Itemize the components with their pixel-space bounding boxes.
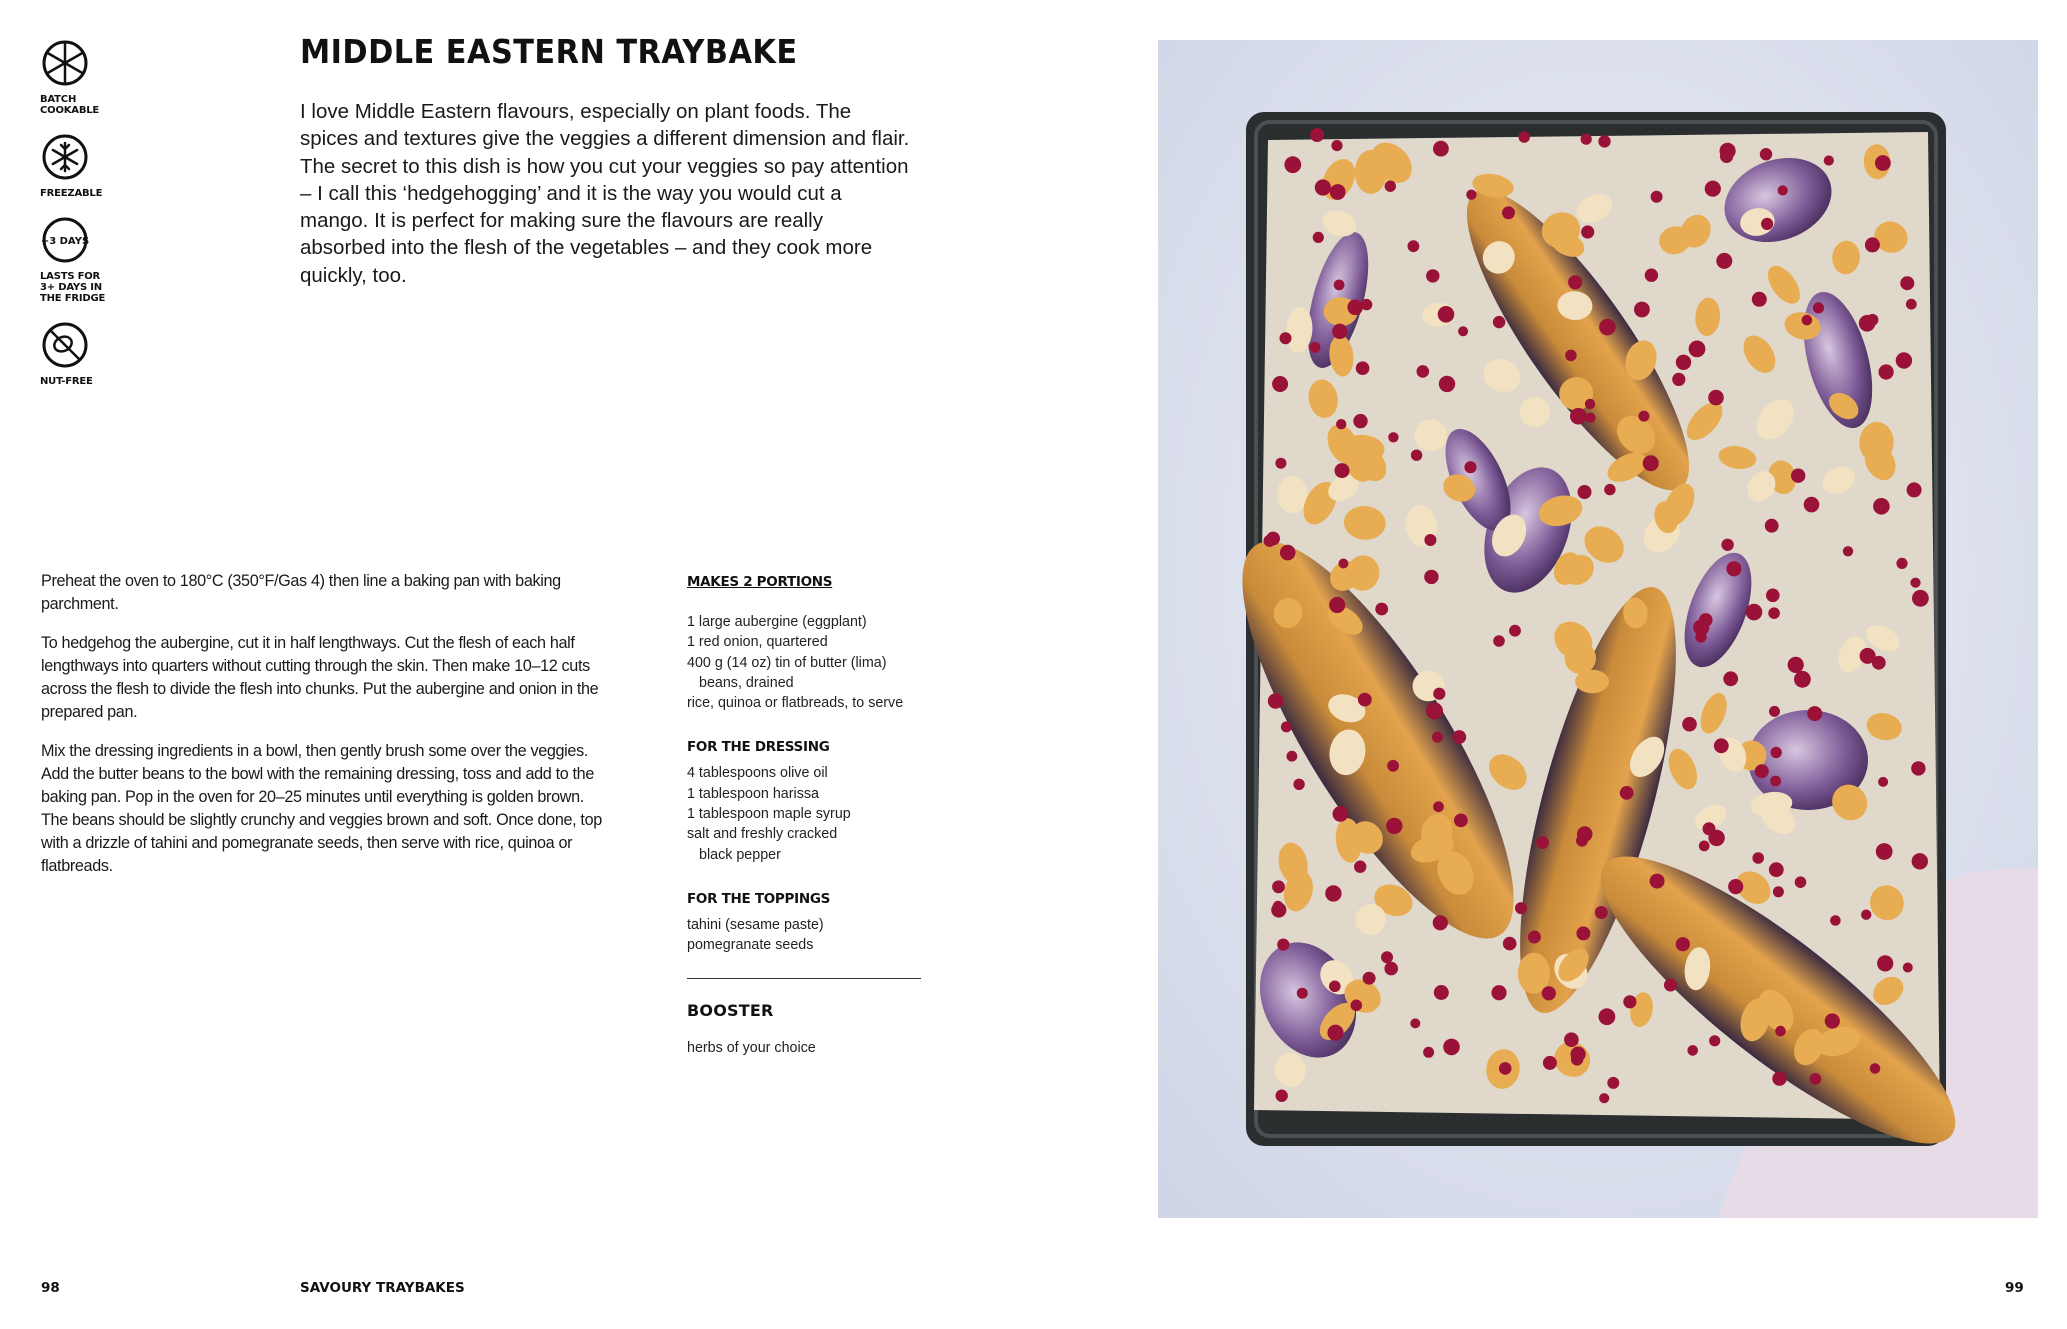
pomegranate-seed bbox=[1313, 232, 1324, 243]
diet-label: NUT-FREE bbox=[40, 376, 93, 387]
portions-heading: MAKES 2 PORTIONS bbox=[687, 574, 833, 590]
pomegranate-seed bbox=[1912, 590, 1929, 607]
topping-item: tahini (sesame paste) bbox=[687, 916, 824, 933]
pomegranate-seed bbox=[1353, 414, 1367, 428]
pomegranate-seed bbox=[1331, 140, 1342, 151]
pomegranate-seed bbox=[1464, 461, 1476, 473]
pomegranate-seed bbox=[1280, 545, 1296, 561]
diet-label: FREEZABLE bbox=[40, 188, 103, 199]
ingredient-item: rice, quinoa or flatbreads, to serve bbox=[687, 695, 904, 712]
pomegranate-seed bbox=[1752, 852, 1764, 864]
pomegranate-seed bbox=[1714, 738, 1729, 753]
pomegranate-seed bbox=[1433, 688, 1445, 700]
pomegranate-seed bbox=[1411, 450, 1422, 461]
pomegranate-seed bbox=[1375, 603, 1388, 616]
pomegranate-seed bbox=[1598, 135, 1610, 147]
pomegranate-seed bbox=[1358, 693, 1372, 707]
pomegranate-seed bbox=[1332, 324, 1347, 339]
pomegranate-seed bbox=[1638, 411, 1649, 422]
dressing-item: salt and freshly cracked bbox=[687, 826, 838, 843]
pomegranate-seed bbox=[1502, 206, 1515, 219]
pomegranate-seed bbox=[1676, 937, 1690, 951]
pomegranate-seed bbox=[1825, 1013, 1840, 1028]
pomegranate-seed bbox=[1699, 841, 1710, 852]
pomegranate-seed bbox=[1576, 926, 1590, 940]
pomegranate-seed bbox=[1599, 1008, 1616, 1025]
pomegranate-seed bbox=[1438, 306, 1455, 323]
pomegranate-seed bbox=[1721, 539, 1733, 551]
pomegranate-seed bbox=[1599, 1093, 1609, 1103]
pomegranate-seed bbox=[1439, 376, 1455, 392]
pomegranate-seed bbox=[1708, 390, 1724, 406]
pomegranate-seed bbox=[1564, 1032, 1579, 1047]
dressing-item: 1 tablespoon maple syrup bbox=[687, 806, 851, 823]
pomegranate-seed bbox=[1330, 184, 1346, 200]
pomegranate-seed bbox=[1778, 185, 1788, 195]
pomegranate-seed bbox=[1809, 1073, 1821, 1085]
pomegranate-seed bbox=[1755, 764, 1769, 778]
ingredient-item: 400 g (14 oz) tin of butter (lima) bbox=[687, 654, 887, 671]
pomegranate-seed bbox=[1284, 156, 1301, 173]
pomegranate-seed bbox=[1824, 155, 1834, 165]
pomegranate-seed bbox=[1802, 315, 1813, 326]
pomegranate-seed bbox=[1760, 148, 1772, 160]
pomegranate-seed bbox=[1385, 181, 1396, 192]
pomegranate-seed bbox=[1426, 269, 1439, 282]
pomegranate-seed bbox=[1434, 985, 1449, 1000]
pomegranate-seed bbox=[1705, 181, 1721, 197]
dietary-icons bbox=[40, 38, 130, 403]
pomegranate-seed bbox=[1726, 561, 1741, 576]
pomegranate-seed bbox=[1709, 1035, 1720, 1046]
diet-label: LASTS FOR 3+ DAYS IN THE FRIDGE bbox=[40, 271, 106, 304]
pomegranate-seed bbox=[1381, 951, 1393, 963]
pomegranate-seed bbox=[1568, 275, 1582, 289]
pomegranate-seed bbox=[1433, 141, 1449, 157]
pomegranate-seed bbox=[1813, 302, 1824, 313]
pomegranate-seed bbox=[1281, 721, 1292, 732]
pomegranate-seed bbox=[1571, 1053, 1583, 1065]
pomegranate-seed bbox=[1645, 269, 1658, 282]
pomegranate-seed bbox=[1634, 302, 1650, 318]
pomegranate-seed bbox=[1768, 607, 1780, 619]
pomegranate-seed bbox=[1543, 1056, 1557, 1070]
pomegranate-seed bbox=[1830, 915, 1841, 926]
pomegranate-seed bbox=[1876, 843, 1893, 860]
pomegranate-seed bbox=[1264, 535, 1276, 547]
pomegranate-seed bbox=[1804, 497, 1820, 513]
pomegranate-seed bbox=[1275, 458, 1286, 469]
pomegranate-seed bbox=[1272, 880, 1285, 893]
pomegranate-seed bbox=[1875, 155, 1891, 171]
pomegranate-seed bbox=[1542, 986, 1556, 1000]
pie-icon bbox=[40, 38, 90, 88]
pomegranate-seed bbox=[1866, 314, 1878, 326]
pomegranate-seed bbox=[1272, 376, 1288, 392]
ingredient-list bbox=[687, 612, 927, 713]
pomegranate-seed bbox=[1509, 625, 1521, 637]
pomegranate-seed bbox=[1746, 604, 1763, 621]
pomegranate-seed bbox=[1388, 432, 1398, 442]
pomegranate-seed bbox=[1491, 985, 1506, 1000]
dressing-continuation: black pepper bbox=[699, 846, 781, 863]
pomegranate-seed bbox=[1771, 747, 1782, 758]
pomegranate-seed bbox=[1861, 910, 1871, 920]
pomegranate-seed bbox=[1361, 299, 1372, 310]
section-title: SAVOURY TRAYBAKES bbox=[300, 1280, 465, 1296]
pomegranate-seed bbox=[1433, 915, 1448, 930]
right-page-number: 99 bbox=[2005, 1280, 2024, 1296]
plus-three-days-icon-text: +3 DAYS bbox=[40, 236, 90, 247]
diet-nut-free bbox=[40, 320, 130, 387]
pomegranate-seed bbox=[1672, 373, 1685, 386]
pomegranate-seed bbox=[1873, 498, 1890, 515]
pomegranate-seed bbox=[1607, 1077, 1619, 1089]
pomegranate-seed bbox=[1424, 534, 1436, 546]
pomegranate-seed bbox=[1297, 988, 1308, 999]
dressing-item: 4 tablespoons olive oil bbox=[687, 765, 828, 782]
pomegranate-seed bbox=[1585, 413, 1595, 423]
pomegranate-seed bbox=[1499, 1062, 1512, 1075]
pomegranate-seed bbox=[1565, 350, 1577, 362]
pomegranate-seed bbox=[1581, 134, 1592, 145]
butter-bean bbox=[1414, 419, 1447, 451]
pomegranate-seed bbox=[1896, 352, 1912, 368]
divider bbox=[687, 978, 921, 979]
pomegranate-seed bbox=[1338, 559, 1348, 569]
pomegranate-seed bbox=[1791, 469, 1805, 483]
pomegranate-seed bbox=[1911, 761, 1925, 775]
ingredient-item: 1 red onion, quartered bbox=[687, 634, 828, 651]
pomegranate-seed bbox=[1424, 570, 1438, 584]
pomegranate-seed bbox=[1682, 717, 1697, 732]
booster-heading: BOOSTER bbox=[687, 1000, 774, 1020]
pomegranate-seed bbox=[1900, 276, 1914, 290]
pomegranate-seed bbox=[1912, 853, 1928, 869]
pomegranate-seed bbox=[1329, 981, 1341, 993]
pomegranate-seed bbox=[1493, 316, 1505, 328]
pomegranate-seed bbox=[1581, 225, 1594, 238]
pomegranate-seed bbox=[1772, 1071, 1786, 1085]
pomegranate-seed bbox=[1417, 365, 1430, 378]
pomegranate-seed bbox=[1595, 906, 1608, 919]
pomegranate-seed bbox=[1333, 806, 1349, 822]
pomegranate-seed bbox=[1577, 826, 1593, 842]
ingredient-item: 1 large aubergine (eggplant) bbox=[687, 614, 867, 630]
pomegranate-seed bbox=[1336, 419, 1346, 429]
method-step: Mix the dressing ingredients in a bowl, then gently brush some over the veggies. Add the butter beans to the bowl with the remaining dressing, toss and add to the baking pan. Pop in the oven for 20–25 minutes until everything is golden brown. The beans should be slightly crunchy and veggies brown and soft. Once done, top with a drizzle of tahini and pomegranate seeds, then serve with rice, quinoa or flatbreads. bbox=[41, 742, 602, 875]
plus-three-days-icon bbox=[40, 215, 90, 265]
toppings-heading: FOR THE TOPPINGS bbox=[687, 890, 831, 907]
pomegranate-seed bbox=[1843, 546, 1853, 556]
pomegranate-seed bbox=[1410, 1018, 1420, 1028]
pomegranate-seed bbox=[1426, 702, 1443, 719]
left-page-number: 98 bbox=[41, 1280, 60, 1296]
dressing-item bbox=[687, 845, 927, 865]
pomegranate-seed bbox=[1356, 361, 1370, 375]
pomegranate-seed bbox=[1387, 760, 1399, 772]
pomegranate-seed bbox=[1766, 589, 1780, 603]
pomegranate-seed bbox=[1493, 635, 1505, 647]
pomegranate-seed bbox=[1903, 963, 1913, 973]
pomegranate-seed bbox=[1643, 455, 1659, 471]
pomegranate-seed bbox=[1268, 693, 1284, 709]
pomegranate-seed bbox=[1651, 191, 1663, 203]
toppings-list bbox=[687, 915, 927, 956]
pomegranate-seed bbox=[1794, 671, 1811, 688]
pomegranate-seed bbox=[1293, 779, 1304, 790]
pomegranate-seed bbox=[1877, 955, 1893, 971]
pomegranate-seed bbox=[1443, 1039, 1460, 1056]
snowflake-icon bbox=[40, 132, 90, 182]
pomegranate-seed bbox=[1570, 408, 1587, 425]
pomegranate-seed bbox=[1761, 218, 1773, 230]
dressing-item: 1 tablespoon harissa bbox=[687, 785, 819, 802]
pomegranate-seed bbox=[1752, 292, 1767, 307]
pomegranate-seed bbox=[1363, 972, 1376, 985]
method bbox=[41, 570, 606, 894]
pomegranate-seed bbox=[1907, 482, 1922, 497]
pomegranate-seed bbox=[1769, 706, 1780, 717]
pomegranate-seed bbox=[1325, 885, 1341, 901]
pomegranate-seed bbox=[1604, 484, 1615, 495]
pomegranate-seed bbox=[1536, 836, 1549, 849]
booster-item: herbs of your choice bbox=[687, 1039, 816, 1056]
pomegranate-seed bbox=[1765, 519, 1779, 533]
pomegranate-seed bbox=[1716, 253, 1732, 269]
pomegranate-seed bbox=[1334, 280, 1345, 291]
diet-label: BATCH COOKABLE bbox=[40, 94, 100, 116]
pomegranate-seed bbox=[1689, 341, 1706, 358]
pomegranate-seed bbox=[1287, 751, 1298, 762]
pomegranate-seed bbox=[1703, 822, 1716, 835]
pomegranate-seed bbox=[1599, 319, 1616, 336]
pomegranate-seed bbox=[1788, 657, 1804, 673]
pomegranate-seed bbox=[1503, 937, 1517, 951]
pomegranate-seed bbox=[1578, 485, 1592, 499]
pomegranate-seed bbox=[1327, 1025, 1343, 1041]
pomegranate-seed bbox=[1676, 355, 1691, 370]
pomegranate-seed bbox=[1335, 463, 1350, 478]
pomegranate-seed bbox=[1878, 777, 1888, 787]
pomegranate-seed bbox=[1775, 1026, 1786, 1037]
pomegranate-seed bbox=[1458, 326, 1468, 336]
pomegranate-seed bbox=[1896, 558, 1907, 569]
pomegranate-seed bbox=[1452, 730, 1466, 744]
pomegranate-seed bbox=[1528, 931, 1541, 944]
ingredient-continuation: beans, drained bbox=[699, 674, 794, 691]
pomegranate-seed bbox=[1466, 190, 1476, 200]
pomegranate-seed bbox=[1872, 656, 1886, 670]
pomegranate-seed bbox=[1519, 131, 1530, 142]
pomegranate-seed bbox=[1623, 995, 1636, 1008]
dressing-heading: FOR THE DRESSING bbox=[687, 739, 830, 756]
pomegranate-seed bbox=[1351, 1000, 1363, 1012]
pomegranate-seed bbox=[1347, 300, 1363, 316]
topping-item: pomegranate seeds bbox=[687, 937, 814, 954]
pomegranate-seed bbox=[1280, 332, 1292, 344]
pomegranate-seed bbox=[1423, 1047, 1434, 1058]
pomegranate-seed bbox=[1910, 578, 1920, 588]
pomegranate-seed bbox=[1433, 801, 1444, 812]
recipe-title: MIDDLE EASTERN TRAYBAKE bbox=[300, 32, 798, 71]
pomegranate-seed bbox=[1354, 861, 1366, 873]
pomegranate-seed bbox=[1432, 732, 1443, 743]
pomegranate-seed bbox=[1870, 1063, 1881, 1074]
traybake-photo bbox=[1158, 40, 2038, 1218]
pomegranate-seed bbox=[1515, 902, 1527, 914]
pomegranate-seed bbox=[1728, 879, 1743, 894]
method-step: To hedgehog the aubergine, cut it in half lengthways. Cut the flesh of each half lengthways into quarters without cutting through the skin. Then make 10–12 cuts across the flesh to divide the flesh into chunks. Put the aubergine and onion in the prepared pan. bbox=[41, 634, 599, 721]
pomegranate-seed bbox=[1770, 776, 1781, 787]
recipe-intro: I love Middle Eastern flavours, especially on plant foods. The spices and textures give the veggies a different dimension and flair. The secret to this dish is how you cut your veggies so pay attention – I call this ‘hedgehogging’ and it is the way you would cut a mango. It is perfect for making sure the flavours are really absorbed into the flesh of the vegetables – and they cook more quickly, too. bbox=[300, 100, 910, 287]
pomegranate-seed bbox=[1879, 364, 1894, 379]
pomegranate-seed bbox=[1310, 128, 1324, 142]
pomegranate-seed bbox=[1454, 814, 1468, 828]
ingredients-panel bbox=[687, 574, 927, 1058]
pomegranate-seed bbox=[1906, 299, 1917, 310]
pomegranate-seed bbox=[1693, 619, 1709, 635]
pomegranate-seed bbox=[1687, 1045, 1698, 1056]
pomegranate-seed bbox=[1271, 902, 1286, 917]
pomegranate-seed bbox=[1310, 342, 1321, 353]
diet-lasts-three-days bbox=[40, 215, 130, 304]
pomegranate-seed bbox=[1865, 237, 1880, 252]
no-nuts-icon bbox=[40, 320, 90, 370]
pomegranate-seed bbox=[1277, 939, 1289, 951]
pomegranate-seed bbox=[1386, 818, 1402, 834]
dressing-list bbox=[687, 763, 927, 864]
pomegranate-seed bbox=[1664, 979, 1677, 992]
diet-batch-cookable bbox=[40, 38, 130, 116]
pomegranate-seed bbox=[1315, 179, 1331, 195]
booster-list bbox=[687, 1038, 927, 1058]
pomegranate-seed bbox=[1408, 240, 1420, 252]
pomegranate-seed bbox=[1585, 399, 1595, 409]
pomegranate-seed bbox=[1773, 886, 1784, 897]
pomegranate-seed bbox=[1276, 1090, 1288, 1102]
pomegranate-seed bbox=[1620, 786, 1634, 800]
pomegranate-seed bbox=[1720, 150, 1733, 163]
pomegranate-seed bbox=[1723, 671, 1738, 686]
method-step: Preheat the oven to 180°C (350°F/Gas 4) then line a baking pan with baking parchment. bbox=[41, 572, 561, 613]
pomegranate-seed bbox=[1769, 862, 1784, 877]
pomegranate-seed bbox=[1329, 597, 1345, 613]
pomegranate-seed bbox=[1795, 876, 1807, 888]
diet-freezable bbox=[40, 132, 130, 199]
pomegranate-seed bbox=[1807, 706, 1822, 721]
pomegranate-seed bbox=[1384, 962, 1398, 976]
pomegranate-seed bbox=[1650, 874, 1665, 889]
ingredient-item bbox=[687, 673, 927, 693]
